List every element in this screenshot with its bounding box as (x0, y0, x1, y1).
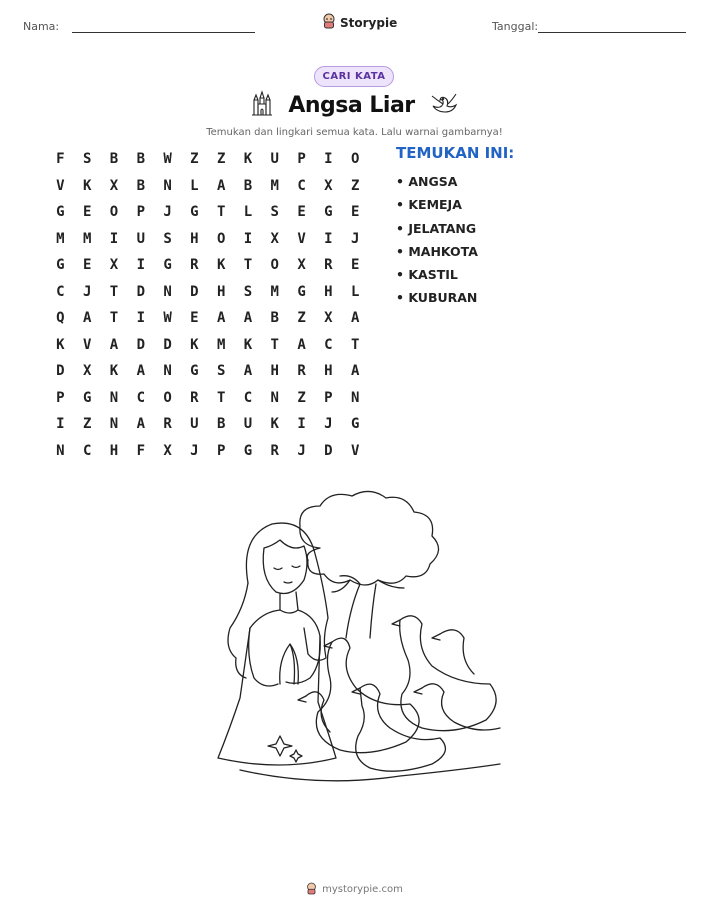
grid-cell[interactable]: B (136, 151, 145, 168)
footer-url: mystorypie.com (322, 884, 403, 895)
grid-cell[interactable]: G (163, 257, 172, 274)
grid-cell[interactable]: U (270, 151, 279, 168)
grid-cell[interactable]: G (190, 363, 199, 380)
grid-cell[interactable]: X (324, 310, 333, 327)
grid-cell[interactable]: G (350, 416, 360, 433)
grid-cell[interactable]: B (136, 177, 145, 194)
word-item: • KUBURAN (396, 290, 478, 306)
tree-canopy (300, 491, 439, 585)
grid-cell[interactable]: D (324, 442, 333, 459)
word-item: • ANGSA (396, 174, 458, 189)
grid-cell[interactable]: B (270, 310, 279, 327)
grid-cell[interactable]: U (243, 416, 253, 433)
swan-icon (429, 90, 459, 120)
grid-cell[interactable]: A (243, 310, 253, 327)
grid-cell[interactable]: T (243, 257, 253, 274)
grid-cell[interactable]: A (109, 336, 119, 353)
date-line[interactable] (538, 32, 686, 33)
grid-cell[interactable]: K (243, 151, 253, 168)
grid-cell[interactable]: J (163, 204, 172, 221)
grid-cell[interactable]: K (270, 416, 279, 433)
grid-cell[interactable]: F (56, 151, 65, 168)
girl-hair (246, 523, 328, 660)
grid-cell[interactable]: S (270, 204, 279, 221)
grid-cell[interactable]: O (216, 230, 226, 247)
grid-cell[interactable]: E (82, 204, 92, 221)
page-title: Angsa Liar (288, 92, 415, 118)
grid-cell[interactable]: G (324, 204, 333, 221)
grid-cell[interactable]: C (136, 389, 145, 406)
grid-cell[interactable]: K (216, 257, 226, 274)
word-item: • KEMEJA (396, 197, 462, 213)
grid-cell[interactable]: N (163, 283, 172, 300)
grid-cell[interactable]: X (163, 442, 172, 459)
grid-cell[interactable]: J (82, 283, 92, 300)
grid-row (47, 358, 369, 385)
grid-row (47, 173, 369, 200)
grid-cell[interactable]: N (163, 363, 172, 380)
grid-cell[interactable]: R (270, 442, 279, 459)
grid-cell[interactable]: K (243, 336, 253, 353)
grid-cell[interactable]: L (350, 283, 360, 300)
name-line[interactable] (72, 32, 255, 33)
grid-cell[interactable]: T (270, 336, 279, 353)
word-item: • JELATANG (396, 220, 477, 236)
grid-cell[interactable]: V (350, 442, 360, 459)
grid-cell[interactable]: R (324, 257, 333, 274)
title-row (0, 90, 709, 120)
grid-cell[interactable]: X (109, 177, 119, 194)
grid-cell[interactable]: I (297, 416, 306, 433)
grid-cell[interactable]: Z (190, 151, 199, 168)
grid-cell[interactable]: J (297, 442, 306, 459)
grid-cell[interactable]: S (216, 363, 226, 380)
word-item: • KASTIL (396, 267, 458, 283)
grid-cell[interactable]: W (163, 151, 172, 168)
grid-cell[interactable]: D (163, 336, 172, 353)
grid-row (47, 226, 369, 253)
grid-cell[interactable]: N (109, 389, 119, 406)
grid-row (47, 252, 369, 279)
grid-cell[interactable]: D (136, 336, 145, 353)
grid-cell[interactable]: I (324, 151, 333, 168)
grid-cell[interactable]: A (350, 363, 360, 380)
grid-cell[interactable]: O (270, 257, 279, 274)
grid-cell[interactable]: A (136, 416, 145, 433)
grid-cell[interactable]: B (243, 177, 253, 194)
grid-cell[interactable]: F (136, 442, 145, 459)
grid-cell[interactable]: C (82, 442, 92, 459)
grid-cell[interactable]: G (56, 257, 65, 274)
grid-cell[interactable]: T (350, 336, 360, 353)
brand-logo (322, 13, 397, 33)
grid-cell[interactable]: O (109, 204, 119, 221)
grid-cell[interactable]: J (350, 230, 360, 247)
grid-cell[interactable]: P (56, 389, 65, 406)
grid-row (47, 332, 369, 359)
grid-cell[interactable]: N (56, 442, 65, 459)
grid-cell[interactable]: I (324, 230, 333, 247)
grid-cell[interactable]: P (324, 389, 333, 406)
grid-cell[interactable]: X (82, 363, 92, 380)
activity-badge: CARI KATA (314, 66, 394, 87)
grid-cell[interactable]: H (216, 283, 226, 300)
grid-cell[interactable]: T (109, 283, 119, 300)
word-list (396, 144, 514, 310)
grid-cell[interactable]: I (243, 230, 253, 247)
grid-cell[interactable]: R (190, 389, 199, 406)
grid-cell[interactable]: K (82, 177, 92, 194)
grid-row (47, 279, 369, 306)
grid-cell[interactable]: W (163, 310, 172, 327)
grid-cell[interactable]: Z (297, 310, 306, 327)
grid-cell[interactable]: S (82, 151, 92, 168)
grid-cell[interactable]: I (109, 230, 119, 247)
grid-cell[interactable]: T (216, 389, 226, 406)
grid-cell[interactable]: D (190, 283, 199, 300)
grid-cell[interactable]: M (270, 283, 279, 300)
grid-cell[interactable]: X (297, 257, 306, 274)
grid-cell[interactable]: B (216, 416, 226, 433)
grid-cell[interactable]: V (297, 230, 306, 247)
grid-cell[interactable]: G (82, 389, 92, 406)
grid-cell[interactable]: I (136, 257, 145, 274)
grid-cell[interactable]: L (190, 177, 199, 194)
grid-cell[interactable]: N (163, 177, 172, 194)
grid-cell[interactable]: H (324, 363, 333, 380)
swans (298, 616, 500, 771)
grid-cell[interactable]: M (56, 230, 65, 247)
grid-row (47, 438, 369, 465)
grid-cell[interactable]: H (190, 230, 199, 247)
grid-cell[interactable]: A (350, 310, 360, 327)
grid-cell[interactable]: S (163, 230, 172, 247)
grid-cell[interactable]: E (350, 257, 360, 274)
grid-row (47, 305, 369, 332)
grid-cell[interactable]: Q (56, 310, 65, 327)
grid-cell[interactable]: H (109, 442, 119, 459)
grid-cell[interactable]: P (297, 151, 306, 168)
coloring-illustration[interactable] (200, 488, 510, 792)
grid-cell[interactable]: M (216, 336, 226, 353)
grid-cell[interactable]: K (190, 336, 199, 353)
grid-cell[interactable]: R (297, 363, 306, 380)
grid-cell[interactable]: P (216, 442, 226, 459)
grid-row (47, 385, 369, 412)
grid-cell[interactable]: D (136, 283, 145, 300)
grid-cell[interactable]: A (243, 363, 253, 380)
grid-cell[interactable]: B (109, 151, 119, 168)
grid-cell[interactable]: O (163, 389, 172, 406)
grid-cell[interactable]: G (190, 204, 199, 221)
grid-cell[interactable]: G (243, 442, 253, 459)
castle-icon (250, 90, 274, 120)
footer (0, 880, 709, 899)
grid-cell[interactable]: R (163, 416, 172, 433)
name-label: Nama: (23, 20, 60, 33)
grid-cell[interactable]: H (324, 283, 333, 300)
grid-cell[interactable]: C (297, 177, 306, 194)
instructions: Temukan dan lingkari semua kata. Lalu warnai gambarnya! (206, 127, 503, 138)
grid-cell[interactable]: S (243, 283, 253, 300)
grid-cell[interactable]: C (324, 336, 333, 353)
grid-row (47, 146, 369, 173)
grid-cell[interactable]: C (243, 389, 253, 406)
grid-cell[interactable]: M (82, 230, 92, 247)
grid-row (47, 411, 369, 438)
grid-cell[interactable]: A (216, 310, 226, 327)
grid-cell[interactable]: E (190, 310, 199, 327)
grid-cell[interactable]: A (297, 336, 306, 353)
grid-cell[interactable]: J (190, 442, 199, 459)
grid-cell[interactable]: T (109, 310, 119, 327)
grid-cell[interactable]: T (216, 204, 226, 221)
grid-row (47, 199, 369, 226)
grid-cell[interactable]: E (297, 204, 306, 221)
grid-cell[interactable]: N (270, 389, 279, 406)
grid-cell[interactable]: L (243, 204, 253, 221)
grid-cell[interactable]: V (82, 336, 92, 353)
word-search-grid[interactable] (47, 146, 369, 464)
brand-name: Storypie (340, 16, 398, 30)
grid-cell[interactable]: D (56, 363, 65, 380)
grid-cell[interactable]: Z (216, 151, 226, 168)
grid-cell[interactable]: N (350, 389, 360, 406)
grid-cell[interactable]: K (109, 363, 119, 380)
grid-cell[interactable]: A (216, 177, 226, 194)
grid-cell[interactable]: G (297, 283, 306, 300)
grid-cell[interactable]: A (136, 363, 145, 380)
grid-cell[interactable]: U (136, 230, 145, 247)
grid-cell[interactable]: O (350, 151, 360, 168)
grid-cell[interactable]: K (56, 336, 65, 353)
grid-cell[interactable]: E (82, 257, 92, 274)
storypie-mascot-icon (306, 880, 317, 899)
grid-cell[interactable]: X (270, 230, 279, 247)
grid-cell[interactable]: N (109, 416, 119, 433)
grid-cell[interactable]: X (109, 257, 119, 274)
grid-cell[interactable]: A (82, 310, 92, 327)
word-list-title: TEMUKAN INI: (396, 144, 515, 162)
grid-cell[interactable]: I (136, 310, 145, 327)
grid-cell[interactable]: M (270, 177, 279, 194)
grid-cell[interactable]: P (136, 204, 145, 221)
grid-cell[interactable]: X (324, 177, 333, 194)
grid-cell[interactable]: J (324, 416, 333, 433)
grid-cell[interactable]: E (350, 204, 360, 221)
grid-cell[interactable]: U (190, 416, 199, 433)
grid-cell[interactable]: Z (297, 389, 306, 406)
grid-cell[interactable]: C (56, 283, 65, 300)
grid-cell[interactable]: I (56, 416, 65, 433)
date-label: Tanggal: (492, 20, 539, 33)
grid-cell[interactable]: R (190, 257, 199, 274)
grid-cell[interactable]: Z (350, 177, 360, 194)
grid-cell[interactable]: V (56, 177, 65, 194)
grid-cell[interactable]: G (56, 204, 65, 221)
grid-cell[interactable]: Z (82, 416, 92, 433)
word-item: • MAHKOTA (396, 243, 478, 259)
grid-cell[interactable]: H (270, 363, 279, 380)
storypie-mascot-icon (322, 13, 336, 33)
